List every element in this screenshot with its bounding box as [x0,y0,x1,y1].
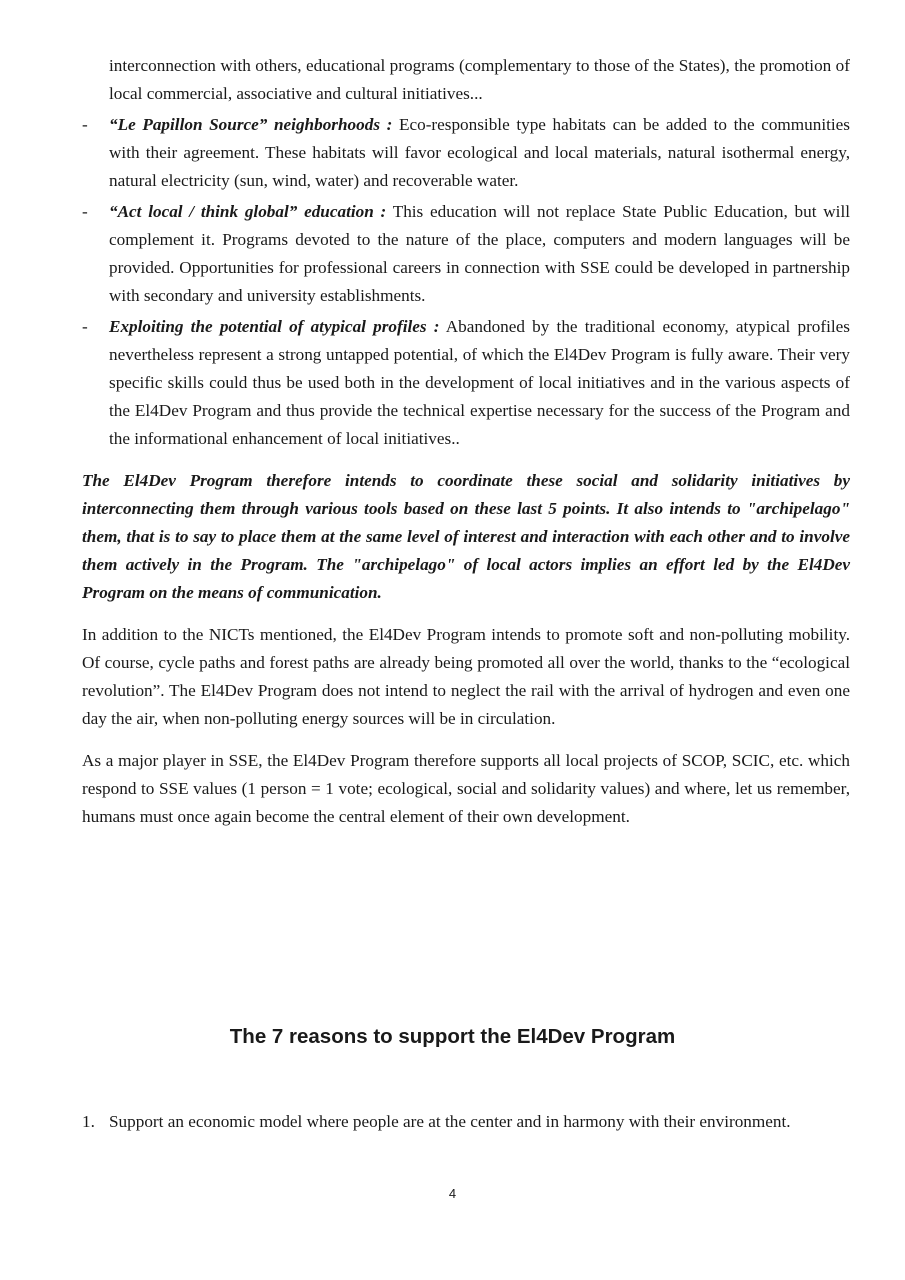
bullet-continuation [82,52,850,108]
bullet-text: Eco-responsible type habitats can be added to the communities with their agreement. These habitats will favor ecological and local materials, natural isothermal energy, natural electricity (sun, wind, water) and recoverable water. [109,115,850,190]
reason-number: 1. [82,1112,95,1131]
document-body [82,52,850,831]
bullet-item-act-local-education [82,198,850,310]
reason-text: Support an economic model where people are at the center and in harmony with their environment. [109,1112,791,1131]
bullet-text: Abandoned by the traditional economy, atypical profiles nevertheless represent a strong untapped potential, of which the El4Dev Program is fully aware. Their very specific skills could thus be used both in the development of local initiatives and in the various aspects of the El4Dev Program and thus provide the technical expertise necessary for the success of the Program and the informational enhancement of local initiatives.. [109,317,850,448]
sse-paragraph: As a major player in SSE, the El4Dev Program therefore supports all local projects of SCOP, SCIC, etc. which respond to SSE values (1 person = 1 vote; ecological, social and solidarity values) and where, let us remember, humans must once again become the central element of their own development. [82,751,850,826]
mobility-paragraph: In addition to the NICTs mentioned, the El4Dev Program intends to promote soft and non-polluting mobility. Of course, cycle paths and forest paths are already being promoted all over the world, thanks to the “ecological revolution”. The El4Dev Program does not intend to neglect the rail with the arrival of hydrogen and even one day the air, when non-polluting energy sources will be in circulation. [82,625,850,728]
bullet-marker: - [82,115,88,134]
bullet-term: “Le Papillon Source” neighborhoods : [109,115,393,134]
reason-item [82,1108,850,1136]
bullet-marker: - [82,317,88,336]
bullet-item-papillon-source [82,111,850,195]
bullet-continuation-text: interconnection with others, educational programs (complementary to those of the States), the promotion of local commercial, associative and cultural initiatives... [109,56,850,103]
bullet-text: This education will not replace State Public Education, but will complement it. Programs devoted to the nature of the place, computers and modern languages will be provided. Opportunities for professional careers in connection with SSE could be developed in partnership with secondary and university establishments. [109,202,850,305]
bullet-term: Exploiting the potential of atypical profiles : [109,317,440,336]
page-number: 4 [448,1186,457,1201]
section-heading: The 7 reasons to support the El4Dev Program [229,1025,676,1048]
bullet-marker: - [82,202,88,221]
coordination-paragraph: The El4Dev Program therefore intends to coordinate these social and solidarity initiatives by interconnecting them through various tools based on these last 5 points. It also intends to "archipelago" them, that is to say to place them at the same level of interest and interaction with each other and to involve them actively in the Program. The "archipelago" of local actors implies an effort led by the El4Dev Program on the means of communication. [82,471,850,602]
bullet-term: “Act local / think global” education : [109,202,387,221]
reasons-list [82,1108,850,1136]
bullet-item-atypical-profiles [82,313,850,453]
